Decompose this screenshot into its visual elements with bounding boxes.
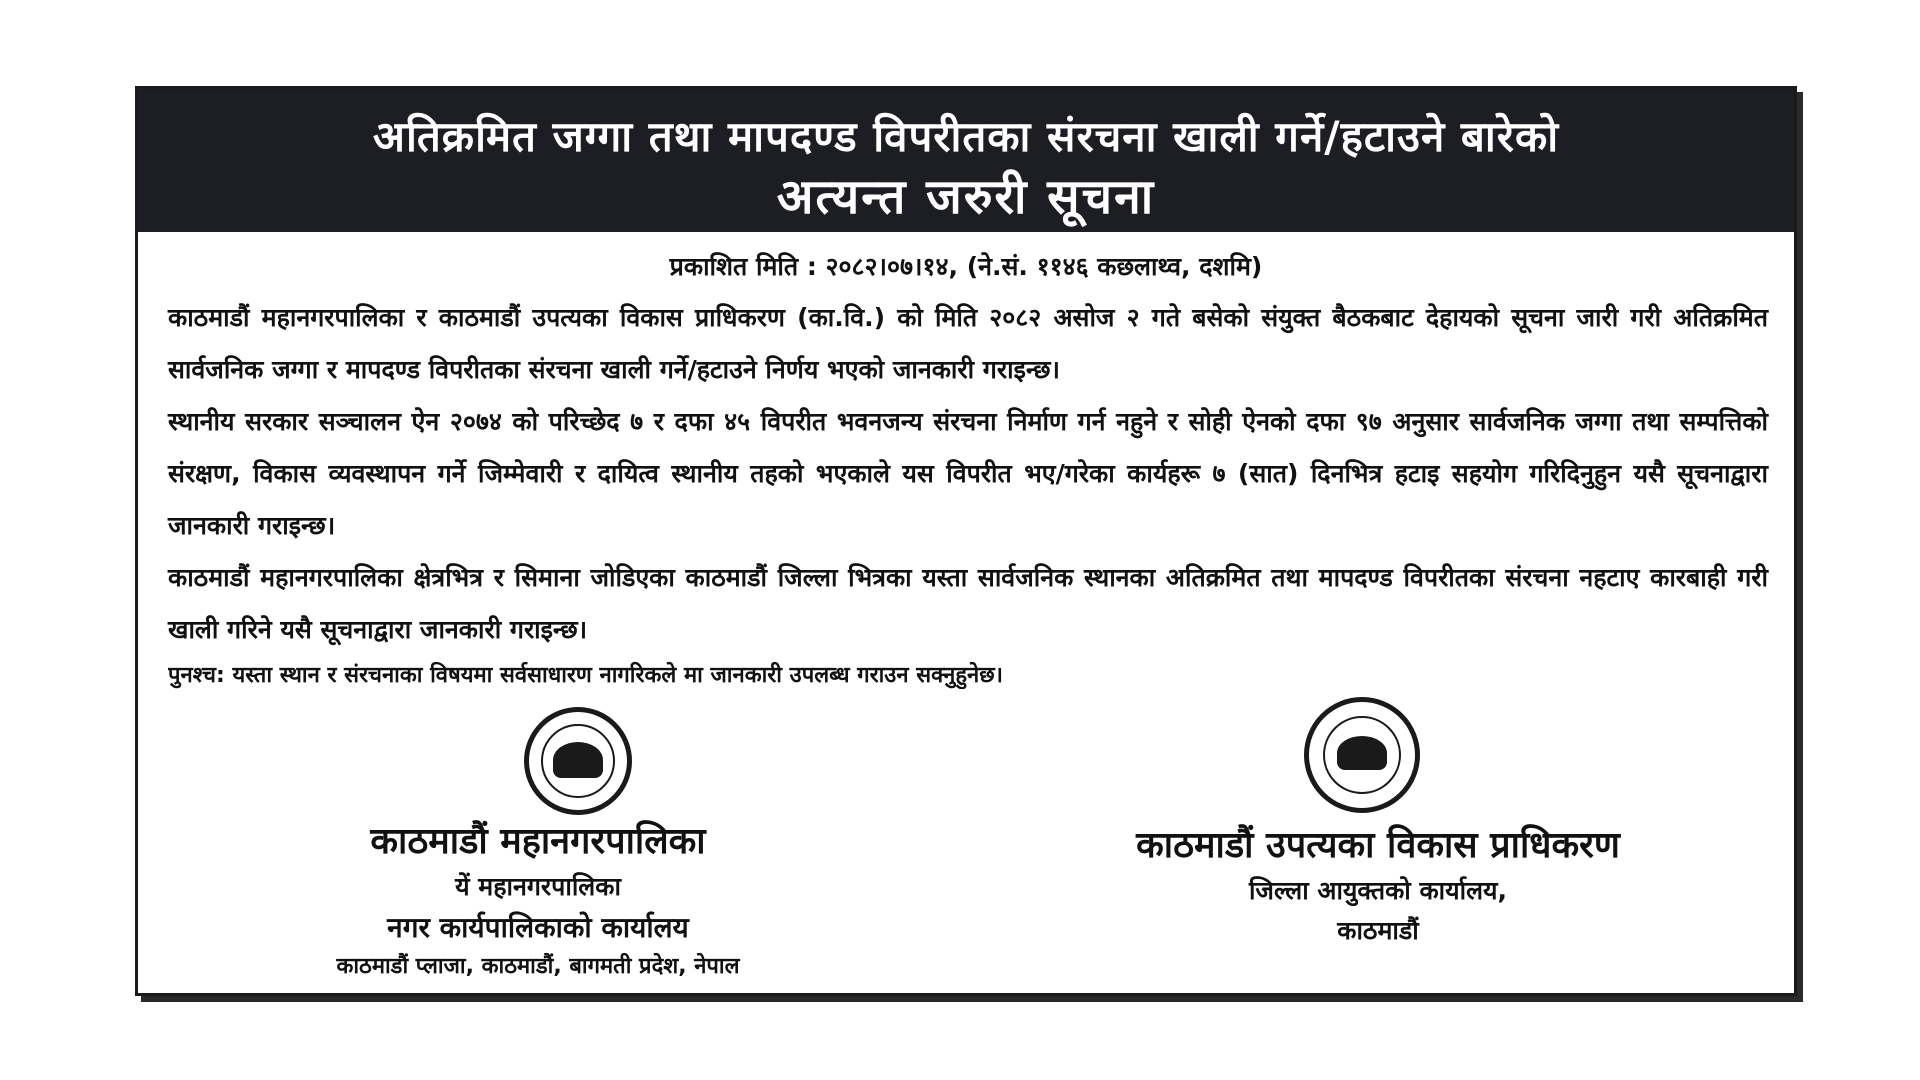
notice-subtitle: अतिक्रमित जग्गा तथा मापदण्ड विपरीतका संरचना खाली गर्ने/हटाउने बारेको: [372, 112, 1560, 161]
authority-city: काठमाडौं: [1337, 916, 1419, 945]
authority-signature-block: [1008, 821, 1748, 951]
authority-name: काठमाडौं उपत्यका विकास प्राधिकरण: [1136, 825, 1620, 866]
municipality-line-1: यें महानगरपालिका: [455, 872, 621, 901]
notice-paragraph-1: काठमाडौं महानगरपालिका र काठमाडौं उपत्यका विकास प्राधिकरण (का.वि.) को मिति २०८२ असोज २ गते बसेको संयुक्त बैठकबाट देहायको सूचना जारी गरी अतिक्रमित सार्वजनिक जग्गा र मापदण्ड विपरीतका संरचना खाली गर्ने/हटाउने निर्णय भएको जानकारी गराइन्छ।: [168, 303, 1768, 384]
notice-title: अत्यन्त जरुरी सूचना: [776, 169, 1156, 225]
authority-office: जिल्ला आयुक्तको कार्यालय,: [1248, 876, 1508, 905]
published-date: प्रकाशित मिति : २०८२।०७।१४, (ने.सं. ११४६ कछलाथ्व, दशमि): [669, 252, 1263, 281]
municipality-address: काठमाडौं प्लाजा, काठमाडौं, बागमती प्रदेश, नेपाल: [336, 954, 740, 979]
notice-paragraph-2: स्थानीय सरकार सञ्चालन ऐन २०७४ को परिच्छेद ७ र दफा ४५ विपरीत भवनजन्य संरचना निर्माण गर्न नहुने र सोही ऐनको दफा ९७ अनुसार सार्वजनिक जग्गा तथा सम्पत्तिको संरक्षण, विकास व्यवस्थापन गर्ने जिम्मेवारी र दायित्व स्थानीय तहको भएकाले यस विपरीत भए/गरेका कार्यहरू ७ (सात) दिनभित्र हटाइ सहयोग गरिदिनुहुन यसै सूचनाद्वारा जानकारी गराइन्छ।: [168, 407, 1768, 540]
notice-postscript: पुनश्च: यस्ता स्थान र संरचनाका विषयमा सर्वसाधारण नागरिकले मा जानकारी उपलब्ध गराउन सक्नुहुनेछ।: [168, 663, 1004, 688]
notice-paragraph-3: काठमाडौं महानगरपालिका क्षेत्रभित्र र सिमाना जोडिएका काठमाडौं जिल्ला भित्रका यस्ता सार्वजनिक स्थानका अतिक्रमित तथा मापदण्ड विपरीतका संरचना नहटाए कारबाही गरी खाली गरिने यसै सूचनाद्वारा जानकारी गराइन्छ।: [168, 563, 1768, 644]
municipality-signature-block: [238, 817, 838, 985]
notice-header: [138, 89, 1794, 232]
authority-seal-icon: [1304, 697, 1420, 813]
municipality-office: नगर कार्यपालिकाको कार्यालय: [387, 911, 689, 944]
municipality-name: काठमाडौं महानगरपालिका: [370, 821, 706, 862]
public-notice: [135, 86, 1797, 996]
municipality-seal-icon: [524, 707, 632, 815]
